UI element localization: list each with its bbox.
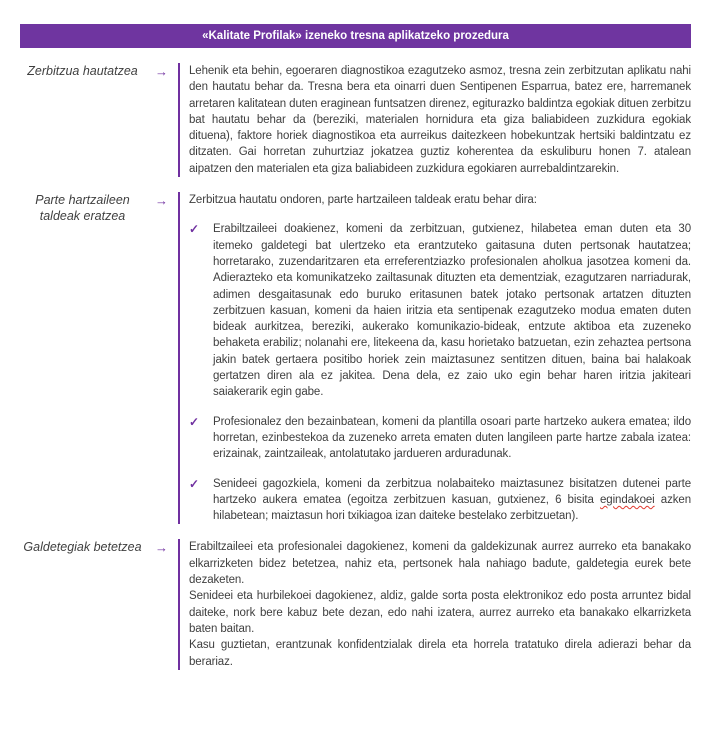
section-parte-hartzaileen-taldeak (20, 192, 691, 524)
arrow-icon: → (155, 540, 168, 556)
misspelled-word: egindakoei (599, 493, 655, 506)
section-content (178, 192, 691, 524)
check-icon: ✓ (189, 222, 199, 237)
list-item (189, 476, 691, 525)
arrow-icon: → (155, 193, 168, 209)
section-label: Zerbitzua hautatzea (27, 64, 138, 78)
arrow-icon: → (155, 64, 168, 79)
list-item (189, 221, 691, 400)
bullet-text (213, 476, 691, 525)
section-content (178, 63, 691, 177)
section-label: Parte hartzaileen taldeak eratzea (35, 193, 130, 223)
paragraph: Kasu guztietan, erantzunak konfidentzialak direla eta horrela tratatuko direla adierazi behar da berariaz. (189, 639, 691, 668)
paragraph: Senideei eta hurbilekoei dagokienez, aldiz, galde sorta posta elektronikoz edo posta arruntez bidal daiteke, nork bere kabuz bete dezan, edo nahi izatera, aurrez aurreko eta banakako elkarrizketa baten baitan. (189, 590, 691, 635)
section-content (178, 539, 691, 669)
bullet-list (189, 221, 691, 524)
bullet-text-after: azken hilabetean; maiztasun hori txikiagoa izan daiteke bestelako zerbitzuetan). (213, 493, 691, 523)
bullet-text: Erabiltzaileei doakienez, komeni da zerbitzuan, gutxienez, hilabetea eman duten eta 30 itemeko galdetegi bat ulertzeko eta erantzuteko gaitasuna duten pertsonak hautatzea; horretarako, zuzendaritzaren eta erreferentziazko profesionalen aholkua jasotzea komeni da. Adierazteko eta komunikatzeko zailtasunak dituzten eta dementziak, ezagutzaren narriadurak, adimen desgaitasunak edo buruko eritasunen batek jotako pertsonak artatzen dituzten zerbitzuen kasuan, komeni da haien iritzia eta sentipenak ezagutzeko modua ematen duten bideak aurkitzea, bereziki, aukerako komunikazio-bideak, entzute aktiboa eta zuzeneko behaketa erabiliz; nolanahi ere, litekeena da, kasu horietako batzuetan, ezin zehaztea pertsona jakin batek gertaera positibo horiek zein maiztasunez sentitzen dituen, baina bai halakoak gertatzen diren ala ez jakitea. Dena dela, ez zaio uko egin behar haren iritzia jakiteari saiakerarik egin gabe. (213, 223, 691, 399)
section-galdetegiak-betetzea (20, 539, 691, 669)
intro-paragraph: Zerbitzua hautatu ondoren, parte hartzaileen taldeak eratu behar dira: (189, 194, 537, 207)
bullet-text-before: Senideei gagozkiela, komeni da zerbitzua nolabaiteko maiztasunez bisitatzen dutenei parte hartzeko aukera ematea (egoitza zerbitzuen kasuan, gutxienez, 6 bisita (213, 477, 691, 506)
list-item (189, 414, 691, 463)
bullet-text: Profesionalez den bezainbatean, komeni da plantilla osoari parte hartzeko aukera ematea; ildo horretan, ezinbestekoa da zuzeneko arreta ematen duten langileen parte hartze zabala izatea: erizainak, zaintzaileak, antolatutako jardueren arduradunak. (213, 415, 691, 461)
section-zerbitzua-hautatzea (20, 63, 691, 177)
paragraph: Erabiltzaileei eta profesionalei dagokienez, komeni da galdekizunak aurrez aurreko eta banakako elkarrizketen bidez betetzea, nahiz eta, pertsonek hala nahiago badute, galdetegia eurek bete dezaketen. (189, 541, 691, 587)
check-icon: ✓ (189, 414, 199, 429)
paragraph: Lehenik eta behin, egoeraren diagnostikoa ezagutzeko asmoz, tresna zein zerbitzutan aplikatu nahi den hautatu behar da. Tresna bera eta oinarri duen Sentipenen Esparrua, batez ere, harremanek arretaren kalitatean duten eraginean funtsatzen direnez, egiturazko baldintza egokiak dituen zerbitzu bat hautatu behar da (bereziki, materialen hornidura eta giza baliabideen zuzkidura egokiak dituena), faktore horiek diagnostikoa eta aurreikus daitezkeen hobekuntzak hertsiki baldintzatu ez ditzaten. Gai horretan zuhurtziaz jokatzea guztiz koherentea da eskuliburu honen 7. atalean aipatzen den materialen eta giza baliabideen zuzkidura egokiaren aurrebaldintzarekin. (189, 65, 691, 175)
check-icon: ✓ (189, 476, 199, 491)
document-title-bar: «Kalitate Profilak» izeneko tresna aplikatzeko prozedura (20, 24, 691, 48)
section-label: Galdetegiak betetzea (23, 540, 142, 555)
